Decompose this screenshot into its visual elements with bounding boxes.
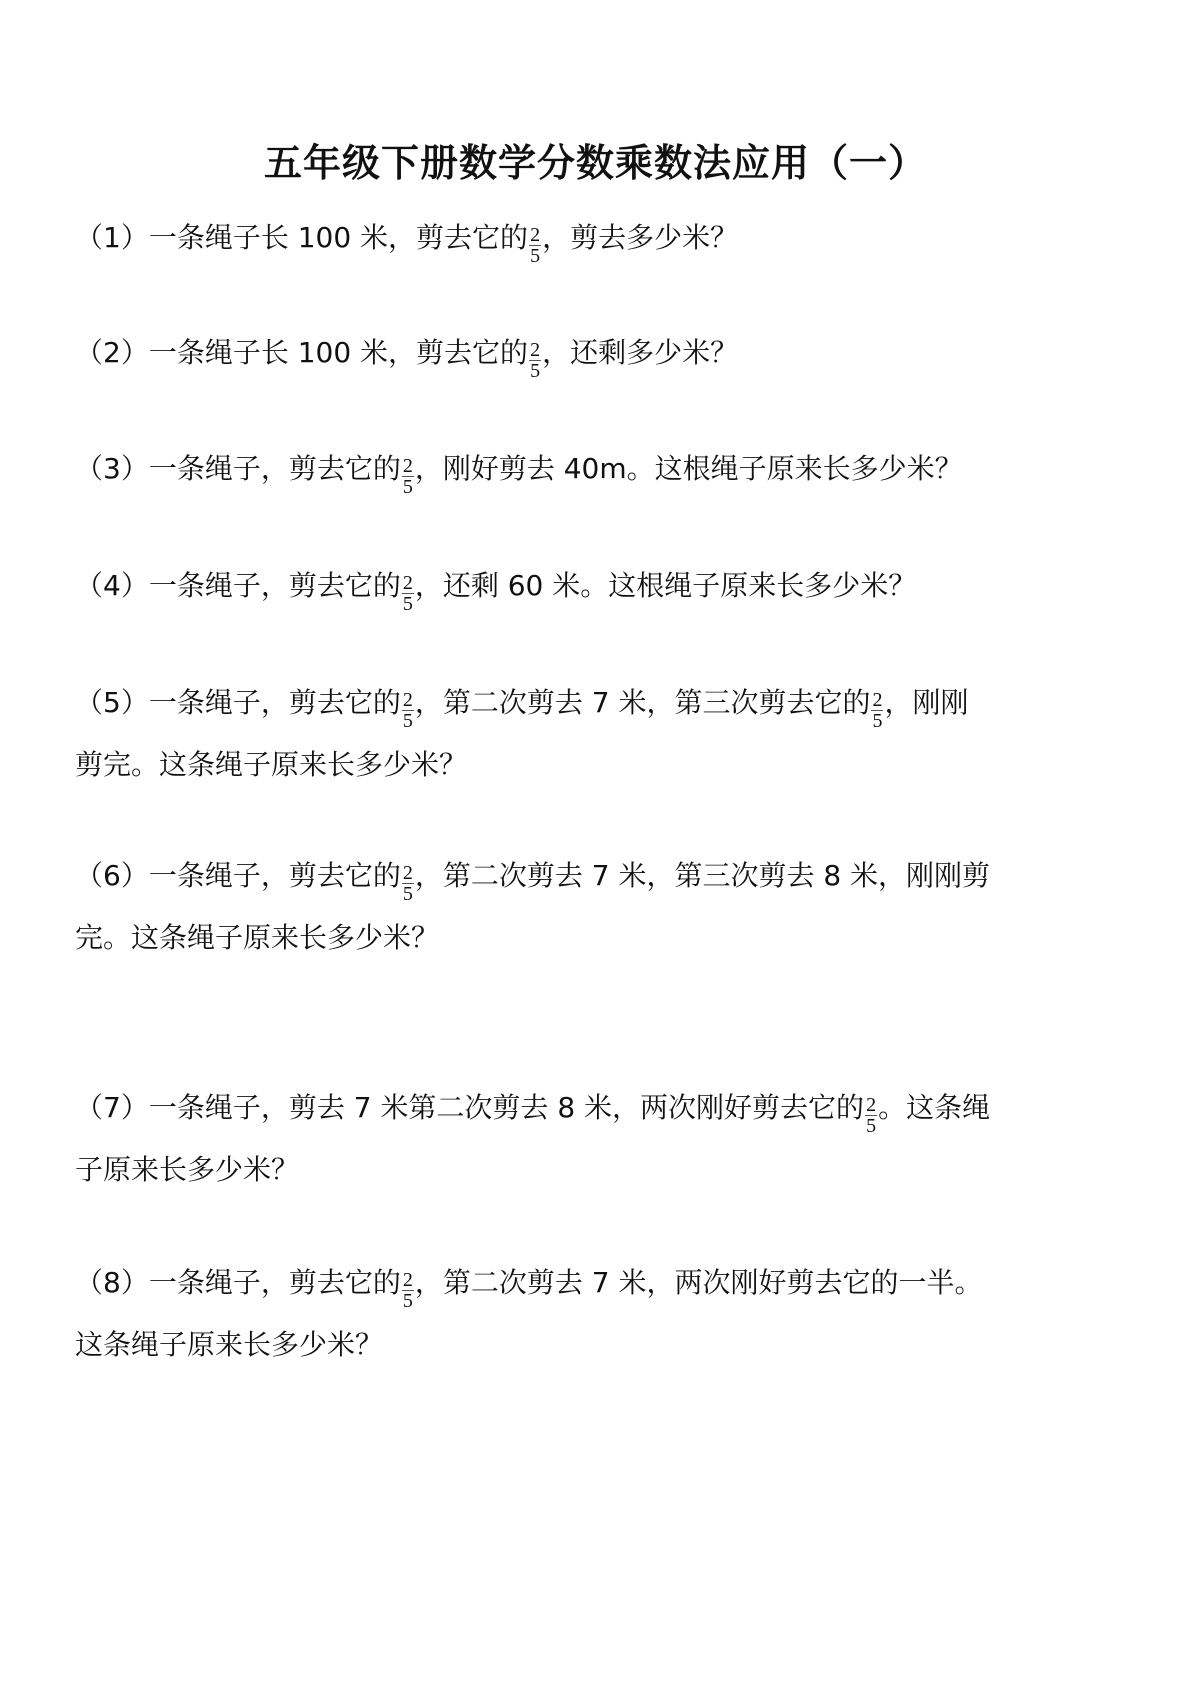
fraction-denominator: 5 bbox=[530, 244, 541, 267]
question-text: （6）一条绳子，剪去它的 bbox=[75, 859, 401, 892]
question-text: （3）一条绳子，剪去它的 bbox=[75, 452, 401, 485]
question-text: ，第二次剪去 7 米，第三次剪去它的 bbox=[414, 686, 871, 719]
question-text: ，刚刚 bbox=[884, 686, 969, 719]
fraction-denominator: 5 bbox=[402, 709, 413, 732]
fraction bbox=[402, 863, 414, 904]
fraction-denominator: 5 bbox=[872, 709, 883, 732]
question-3 bbox=[75, 449, 1075, 511]
question-line bbox=[75, 333, 1075, 395]
fraction bbox=[529, 225, 541, 266]
fraction-numerator: 2 bbox=[402, 1268, 413, 1291]
question-text: ，还剩多少米？ bbox=[542, 336, 739, 369]
question-line bbox=[75, 745, 1075, 807]
question-text: （4）一条绳子，剪去它的 bbox=[75, 569, 401, 602]
question-text: ，第二次剪去 7 米，第三次剪去 8 米，刚刚剪 bbox=[414, 859, 991, 892]
question-text: （5）一条绳子，剪去它的 bbox=[75, 686, 401, 719]
question-4 bbox=[75, 566, 1075, 628]
question-7 bbox=[75, 1088, 1075, 1212]
question-text: 。这条绳 bbox=[878, 1091, 991, 1124]
fraction-numerator: 2 bbox=[530, 223, 541, 246]
fraction bbox=[865, 1095, 877, 1136]
fraction-denominator: 5 bbox=[402, 1289, 413, 1312]
question-text: （2）一条绳子长 100 米，剪去它的 bbox=[75, 336, 529, 369]
fraction-denominator: 5 bbox=[402, 882, 413, 905]
question-line bbox=[75, 566, 1075, 628]
worksheet-title: 五年级下册数学分数乘数法应用（一） bbox=[263, 141, 927, 185]
fraction-denominator: 5 bbox=[402, 592, 413, 615]
question-text: ，剪去多少米？ bbox=[542, 221, 739, 254]
question-1 bbox=[75, 218, 1075, 280]
question-line bbox=[75, 1088, 1075, 1150]
question-2 bbox=[75, 333, 1075, 395]
question-text: ，还剩 60 米。这根绳子原来长多少米？ bbox=[414, 569, 917, 602]
question-5 bbox=[75, 683, 1075, 807]
question-text: 子原来长多少米？ bbox=[75, 1153, 300, 1186]
fraction-numerator: 2 bbox=[866, 1093, 877, 1116]
question-line bbox=[75, 449, 1075, 511]
question-line bbox=[75, 918, 1075, 980]
fraction-numerator: 2 bbox=[402, 861, 413, 884]
fraction-numerator: 2 bbox=[530, 338, 541, 361]
fraction bbox=[871, 690, 883, 731]
question-line bbox=[75, 1150, 1075, 1212]
fraction-numerator: 2 bbox=[402, 688, 413, 711]
question-text: （8）一条绳子，剪去它的 bbox=[75, 1266, 401, 1299]
fraction-denominator: 5 bbox=[402, 475, 413, 498]
fraction bbox=[402, 573, 414, 614]
fraction bbox=[402, 690, 414, 731]
question-line bbox=[75, 1325, 1075, 1387]
question-8 bbox=[75, 1263, 1075, 1387]
question-6 bbox=[75, 856, 1075, 980]
question-line bbox=[75, 683, 1075, 745]
fraction bbox=[402, 1270, 414, 1311]
fraction-numerator: 2 bbox=[402, 454, 413, 477]
question-text: （1）一条绳子长 100 米，剪去它的 bbox=[75, 221, 529, 254]
question-text: ，第二次剪去 7 米，两次刚好剪去它的一半。 bbox=[414, 1266, 983, 1299]
fraction-numerator: 2 bbox=[872, 688, 883, 711]
question-line bbox=[75, 1263, 1075, 1325]
question-text: （7）一条绳子，剪去 7 米第二次剪去 8 米，两次刚好剪去它的 bbox=[75, 1091, 865, 1124]
fraction-numerator: 2 bbox=[402, 571, 413, 594]
fraction bbox=[402, 456, 414, 497]
question-line bbox=[75, 856, 1075, 918]
question-line bbox=[75, 218, 1075, 280]
fraction-denominator: 5 bbox=[530, 359, 541, 382]
question-text: 这条绳子原来长多少米？ bbox=[75, 1328, 384, 1361]
fraction-denominator: 5 bbox=[866, 1114, 877, 1137]
question-text: 完。这条绳子原来长多少米？ bbox=[75, 921, 440, 954]
question-text: ，刚好剪去 40m。这根绳子原来长多少米？ bbox=[414, 452, 963, 485]
question-text: 剪完。这条绳子原来长多少米？ bbox=[75, 748, 468, 781]
fraction bbox=[529, 340, 541, 381]
